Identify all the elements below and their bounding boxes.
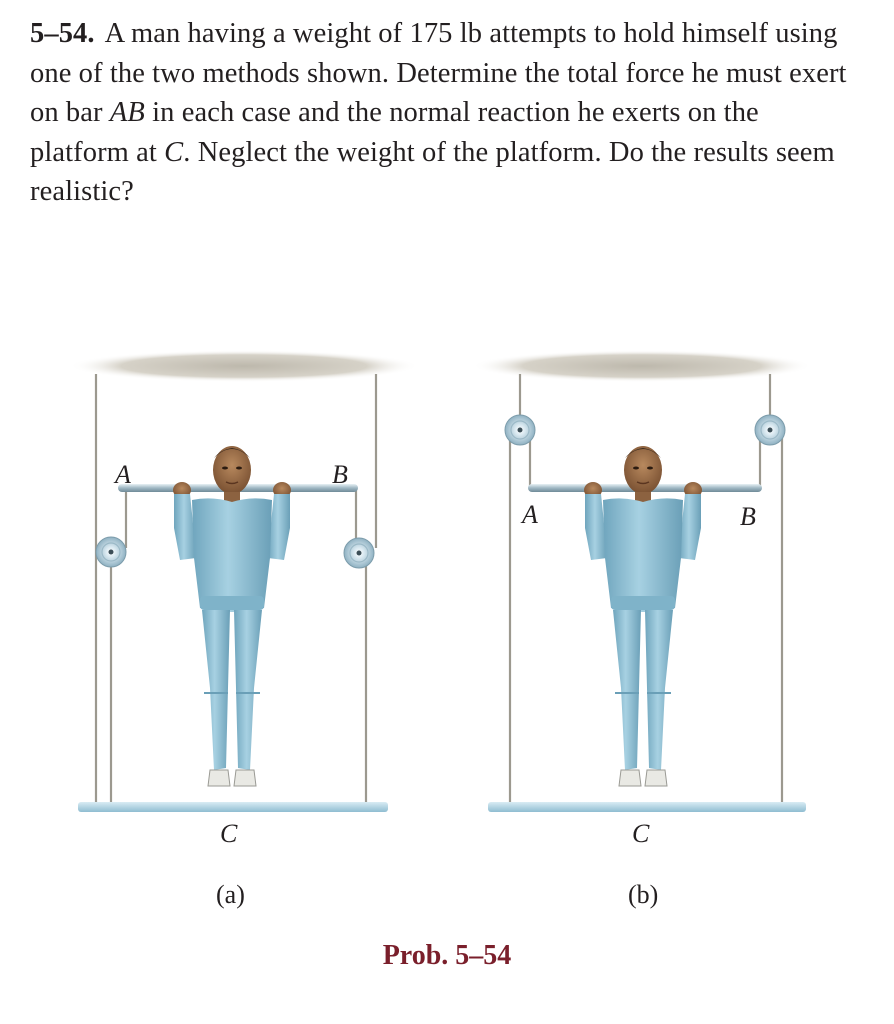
label-b-C: C [632,819,650,848]
platform-b [488,802,806,812]
platform-a [78,802,388,812]
man-a [173,446,291,786]
man-b [584,446,702,786]
problem-caption: Prob. 5–54 [382,940,512,971]
label-a-B: B [332,460,348,489]
pulley-a-right [344,538,374,568]
problem-text-1: A man having a weight of 175 lb attempts to hold himself using one of the two methods shown. Determine the total force he must exert on bar [30,18,847,128]
pulley-a-left [96,537,126,567]
ceiling-b [472,350,812,382]
label-a-A: A [115,460,131,489]
caption-a: (a) [216,880,245,909]
point-c-ref: C [164,136,184,168]
problem-text-3: . Neglect the weight of the platform. Do the results seem realistic? [30,136,835,207]
bar-ab-ref: AB [109,97,145,128]
figure-a [69,350,419,909]
pulley-b-left [505,415,535,445]
pulley-b-right [755,415,785,445]
ceiling-a [69,350,419,382]
figure-b [472,350,812,909]
caption-b: (b) [628,880,659,909]
label-b-A: A [522,500,538,529]
label-a-C: C [220,819,238,848]
label-b-B: B [740,502,756,531]
problem-text-2: in each case and the normal reaction he exerts on the platform at [30,97,759,168]
problem-number: 5–54. [30,18,95,49]
